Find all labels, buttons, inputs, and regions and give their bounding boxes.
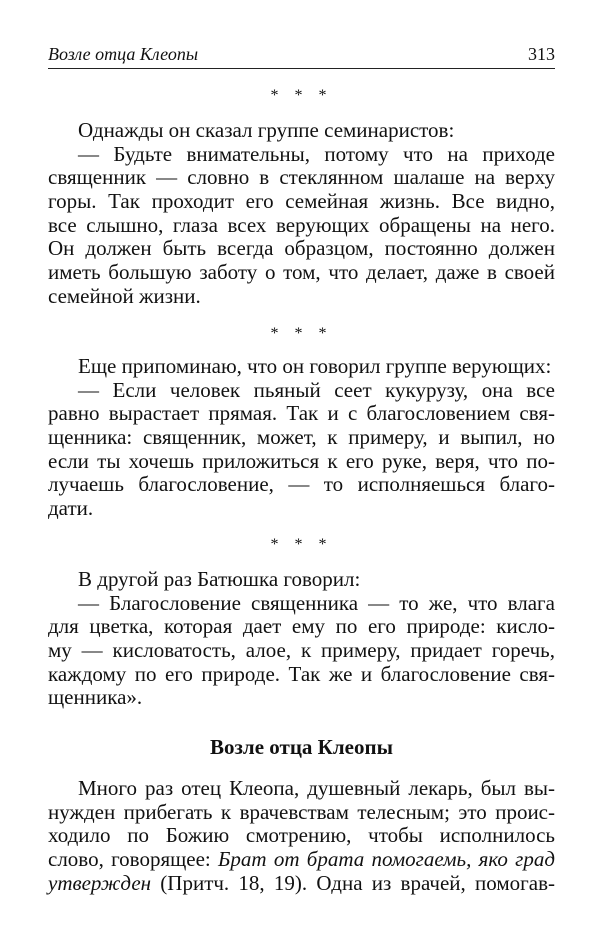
text-segment: щенника: священник, может, к примеру, и выпил, но (48, 425, 555, 450)
section-separator: * * * (270, 536, 333, 553)
text-line (48, 592, 555, 616)
text-block-2 (48, 355, 555, 521)
text-segment: му — кисловатость, алое, к примеру, придает горечь, (48, 638, 555, 663)
text-segment: щенника». (48, 685, 143, 710)
text-line (48, 166, 555, 190)
running-header (48, 44, 555, 68)
text-line (48, 686, 555, 710)
text-line (48, 261, 555, 285)
text-line (48, 848, 555, 872)
text-line (48, 615, 555, 639)
text-line (48, 355, 555, 379)
text-segment: Однажды он сказал группе семинаристов: (78, 118, 455, 142)
text-segment: дати. (48, 496, 94, 521)
text-line (48, 285, 555, 309)
text-segment: Много раз отец Клеопа, душевный лекарь, был вы- (78, 776, 555, 800)
text-segment: Еще припоминаю, что он говорил группе верующих: (78, 354, 552, 378)
text-line (48, 190, 555, 214)
text-segment: — Если человек пьяный сеет кукурузу, она все (78, 377, 555, 402)
text-segment: семейной жизни. (48, 283, 201, 308)
text-segment: для цветка, которая дает ему по его природе: кисло- (48, 614, 555, 639)
text-segment: ходило по Божию смотрению, чтобы исполнилось (48, 823, 555, 848)
italic-quote: утвержден (48, 870, 152, 895)
chapter-heading: Возле отца Клеопы (209, 735, 393, 759)
text-line (48, 497, 555, 521)
text-line (48, 143, 555, 167)
text-line (48, 119, 555, 143)
text-line (48, 214, 555, 238)
header-rule (48, 68, 555, 69)
text-segment: лучаешь благословение, — то исполняешься благо- (48, 472, 555, 497)
section-separator: * * * (270, 325, 333, 342)
text-line (48, 663, 555, 687)
text-segment: (Притч. 18, 19). Одна из врачей, помогав- (151, 870, 555, 895)
text-segment: иметь большую заботу о том, что делает, даже в своей (48, 260, 555, 285)
text-line (48, 426, 555, 450)
text-block-4 (48, 777, 555, 895)
text-segment: — Благословение священника — то же, что влага (78, 590, 555, 615)
text-segment: равно вырастает прямая. Так и с благословением свя- (48, 401, 555, 426)
text-segment: — Будьте внимательны, потому что на приходе (78, 141, 555, 166)
text-segment: слово, говорящее: (48, 847, 219, 872)
text-segment: все слышно, глаза всех верующих обращены на него. (48, 212, 555, 237)
text-segment: если ты хочешь приложиться к его руке, веря, что по- (48, 448, 555, 473)
text-line (48, 824, 555, 848)
text-line (48, 379, 555, 403)
text-line (48, 639, 555, 663)
text-segment: Он должен быть всегда образцом, постоянно должен (48, 236, 555, 261)
running-title: Возле отца Клеопы (48, 44, 199, 64)
text-segment: нужден прибегать к врачевствам телесным; это проис- (48, 799, 555, 824)
text-line (48, 237, 555, 261)
text-line (48, 402, 555, 426)
text-line (48, 872, 555, 896)
text-line (48, 450, 555, 474)
text-segment: В другой раз Батюшка говорил: (78, 567, 361, 591)
text-line (48, 801, 555, 825)
italic-quote: Брат от брата помогаемь, яко град (218, 847, 555, 872)
text-segment: горы. Так проходит его семейная жизнь. Все видно, (48, 189, 555, 214)
page-number: 313 (528, 44, 555, 64)
text-segment: каждому по его природе. Так же и благословение свя- (48, 661, 555, 686)
text-line (48, 568, 555, 592)
section-separator: * * * (270, 87, 333, 104)
text-block-3 (48, 568, 555, 710)
text-block-1 (48, 119, 555, 309)
text-segment: священник — словно в стеклянном шалаше на верху (48, 165, 555, 190)
text-line (48, 777, 555, 801)
text-line (48, 473, 555, 497)
